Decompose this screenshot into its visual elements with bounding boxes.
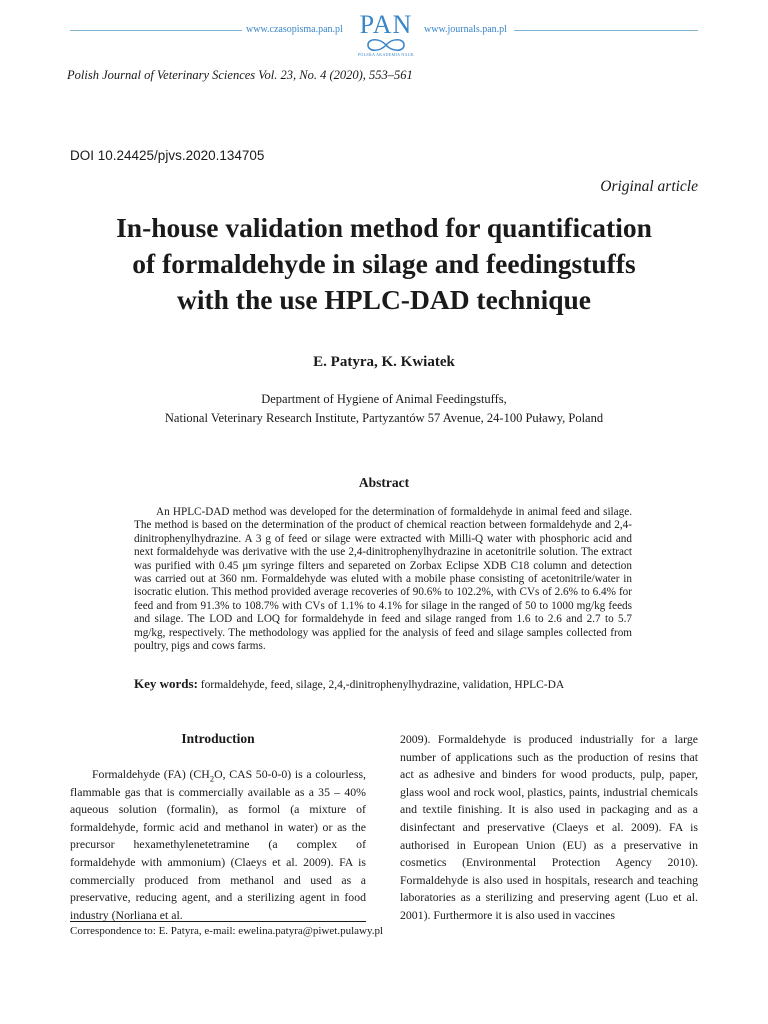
header-rule-right	[514, 30, 698, 31]
title-line: of formaldehyde in silage and feedingstuffs	[132, 248, 636, 279]
keywords	[134, 676, 654, 692]
intro-text-part: O, CAS 50-0-0) is a colourless, flammable gas that is commercially available as a 35 – 40% aqueous solution (formalin), as formol (a mixture of formaldehyde, formic acid and methanol in water) or as the precursor hexamethylenetetramine (a complex of formaldehyde with ammonium) (Claeys et al. 2009). FA is commercially produced from methanol and used as a preservative, reducing agent, and a sterilizing agent in food industry (Norliana et al.	[70, 767, 367, 922]
logo-subtext: POLSKA AKADEMIA NAUK	[357, 52, 415, 57]
article-title	[40, 210, 728, 318]
affiliation	[0, 390, 768, 428]
introduction-right-column: 2009). Formaldehyde is produced industrially for a large number of applications such as the production of resins that act as adhesive and binders for wood products, pulp, paper, glass wool and rock wool, plastics, paints, industrial chemicals and textile finishing. It is also used in packaging and as a disinfectant and preservative (Claeys et al. 2009). FA is authorised in European Union (EU) as a preservative in cosmetics (Environmental Protection Agency 2010). Formaldehyde is also used in hospitals, research and teaching laboratories as a sterilizing and preserving agent (Luo et al. 2001). Furthermore it is also used in vaccines	[400, 732, 698, 922]
abstract-heading: Abstract	[358, 475, 410, 490]
introduction-heading: Introduction	[181, 731, 255, 746]
header-url-left[interactable]: www.czasopisma.pan.pl	[246, 24, 343, 35]
pan-logo	[356, 10, 416, 58]
page-header	[0, 10, 768, 58]
header-rule-left	[70, 30, 242, 31]
keywords-text: formaldehyde, feed, silage, 2,4,-dinitrophenylhydrazine, validation, HPLC-DA	[200, 679, 565, 691]
header-url-right[interactable]: www.journals.pan.pl	[424, 24, 507, 35]
logo-text: PAN	[359, 10, 413, 39]
footnote-rule	[70, 921, 366, 922]
authors: E. Patyra, K. Kwiatek	[313, 354, 455, 370]
subscript: 2	[209, 773, 215, 784]
journal-citation: Polish Journal of Veterinary Sciences Vol. 23, No. 4 (2020), 553–561	[67, 68, 413, 82]
intro-text-part: Formaldehyde (FA) (CH	[92, 767, 210, 781]
doi[interactable]: DOI 10.24425/pjvs.2020.134705	[70, 148, 265, 163]
affiliation-line: Department of Hygiene of Animal Feedingstuffs,	[261, 392, 507, 406]
correspondence-footnote: Correspondence to: E. Patyra, e-mail: ewelina.patyra@piwet.pulawy.pl	[70, 925, 384, 937]
title-line: with the use HPLC-DAD technique	[176, 284, 592, 315]
introduction-left-column	[70, 766, 366, 924]
infinity-logo-icon	[364, 38, 408, 52]
abstract-text: An HPLC-DAD method was developed for the determination of formaldehyde in animal feed and silage. The method is based on the determination of the product of chemical reaction between formaldehyde and 2,4-dinitrophenylhydrazine. A 3 g of feed or silage were extracted with Milli-Q water with phosphoric acid and next formaldehyde was derivative with the use 2,4-dinitrophenylhydrazine in acetonitrile solution. The extract was purified with 0.45 μm syringe filters and separeted on Zorbax Eclipse XDB C18 column and detection was carried out at 360 nm. Formaldehyde was eluted with a mobile phase consisting of acetonitrile/water in isocratic elution. This method provided average recoveries of 90.6% to 102.2%, with CVs of 2.6% to 6.4% for feed and from 91.3% to 108.7% with CVs of 1.1% to 4.1% for silage in the ranged of 50 to 1000 mg/kg feeds and silage. The LOD and LOQ for formaldehyde in feed and silage ranged from 1.6 to 2.6 and 2.7 to 5.7 mg/kg, respectively. The methodology was applied for the analysis of feed and silage samples collected from poultry, pigs and cows farms.	[134, 506, 632, 653]
title-line: In-house validation method for quantification	[116, 212, 652, 243]
affiliation-line: National Veterinary Research Institute, Partyzantów 57 Avenue, 24-100 Puławy, Poland	[164, 411, 604, 425]
article-type: Original article	[600, 178, 698, 195]
keywords-label: Key words:	[134, 676, 198, 691]
